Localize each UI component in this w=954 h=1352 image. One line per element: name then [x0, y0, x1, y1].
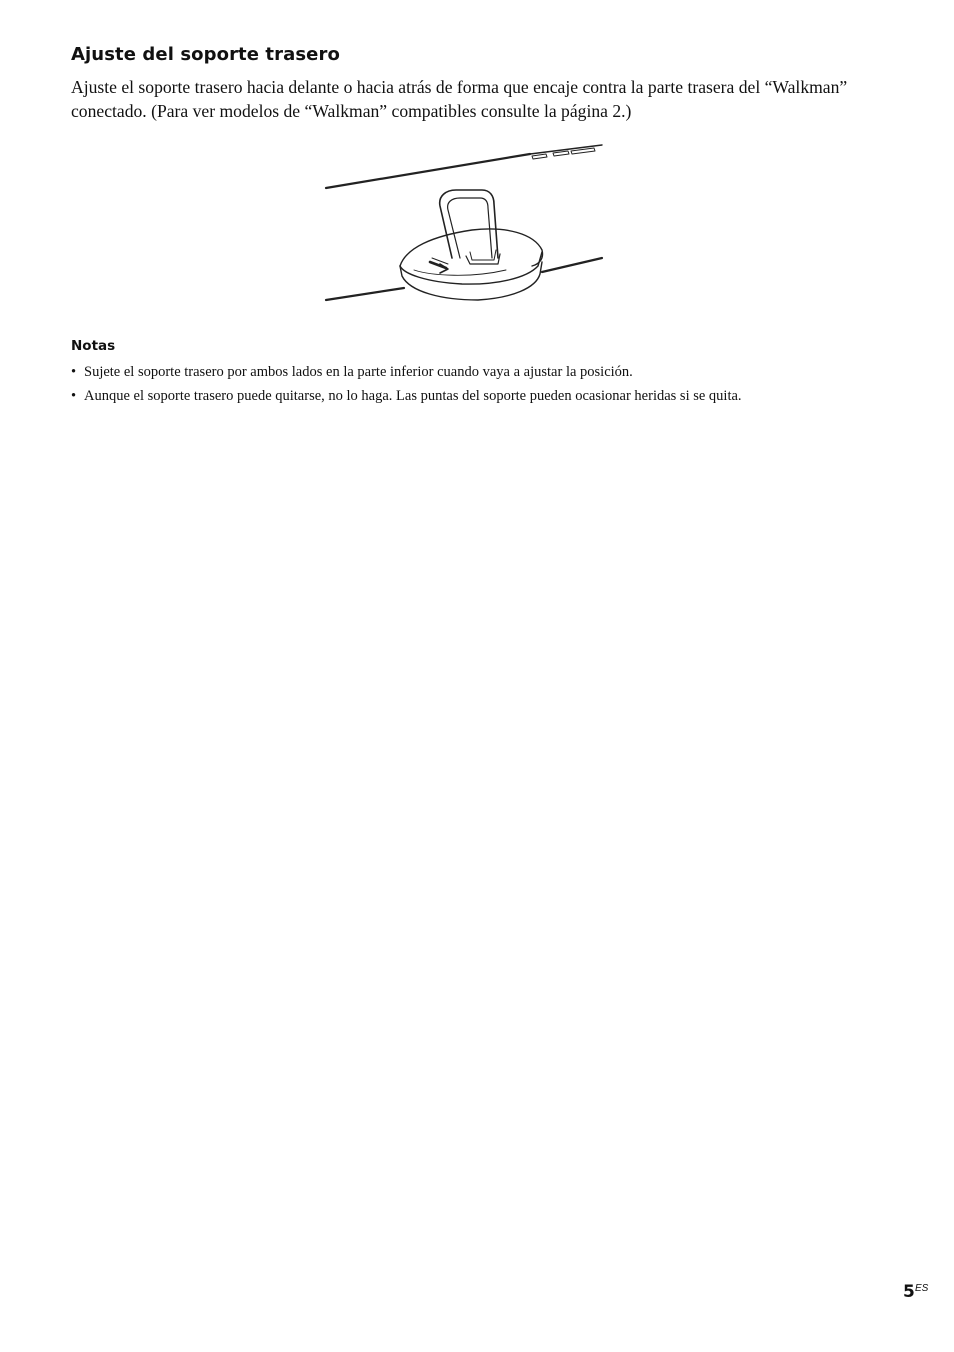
note-text: Aunque el soporte trasero puede quitarse, no lo haga. Las puntas del soporte pueden ocasionar heridas si se quita. [84, 388, 742, 404]
intro-paragraph: Ajuste el soporte trasero hacia delante o hacia atrás de forma que encaje contra la parte trasera del “Walkman” conectado. (Para ver modelos de “Walkman” compatibles consulte la página 2.) [71, 77, 848, 121]
back-support-figure [322, 140, 606, 308]
page-number: 5 [903, 1282, 915, 1302]
note-item [71, 384, 911, 408]
bullet-icon: • [71, 388, 77, 404]
back-support-stand-icon [322, 140, 606, 308]
note-text: Sujete el soporte trasero por ambos lados en la parte inferior cuando vaya a ajustar la posición. [84, 364, 633, 380]
notes-heading: Notas [71, 338, 116, 354]
section-title: Ajuste del soporte trasero [71, 44, 340, 65]
notes-list [71, 360, 911, 408]
note-item [71, 360, 911, 384]
page-language-code: ES [915, 1283, 929, 1294]
bullet-icon: • [71, 364, 77, 380]
